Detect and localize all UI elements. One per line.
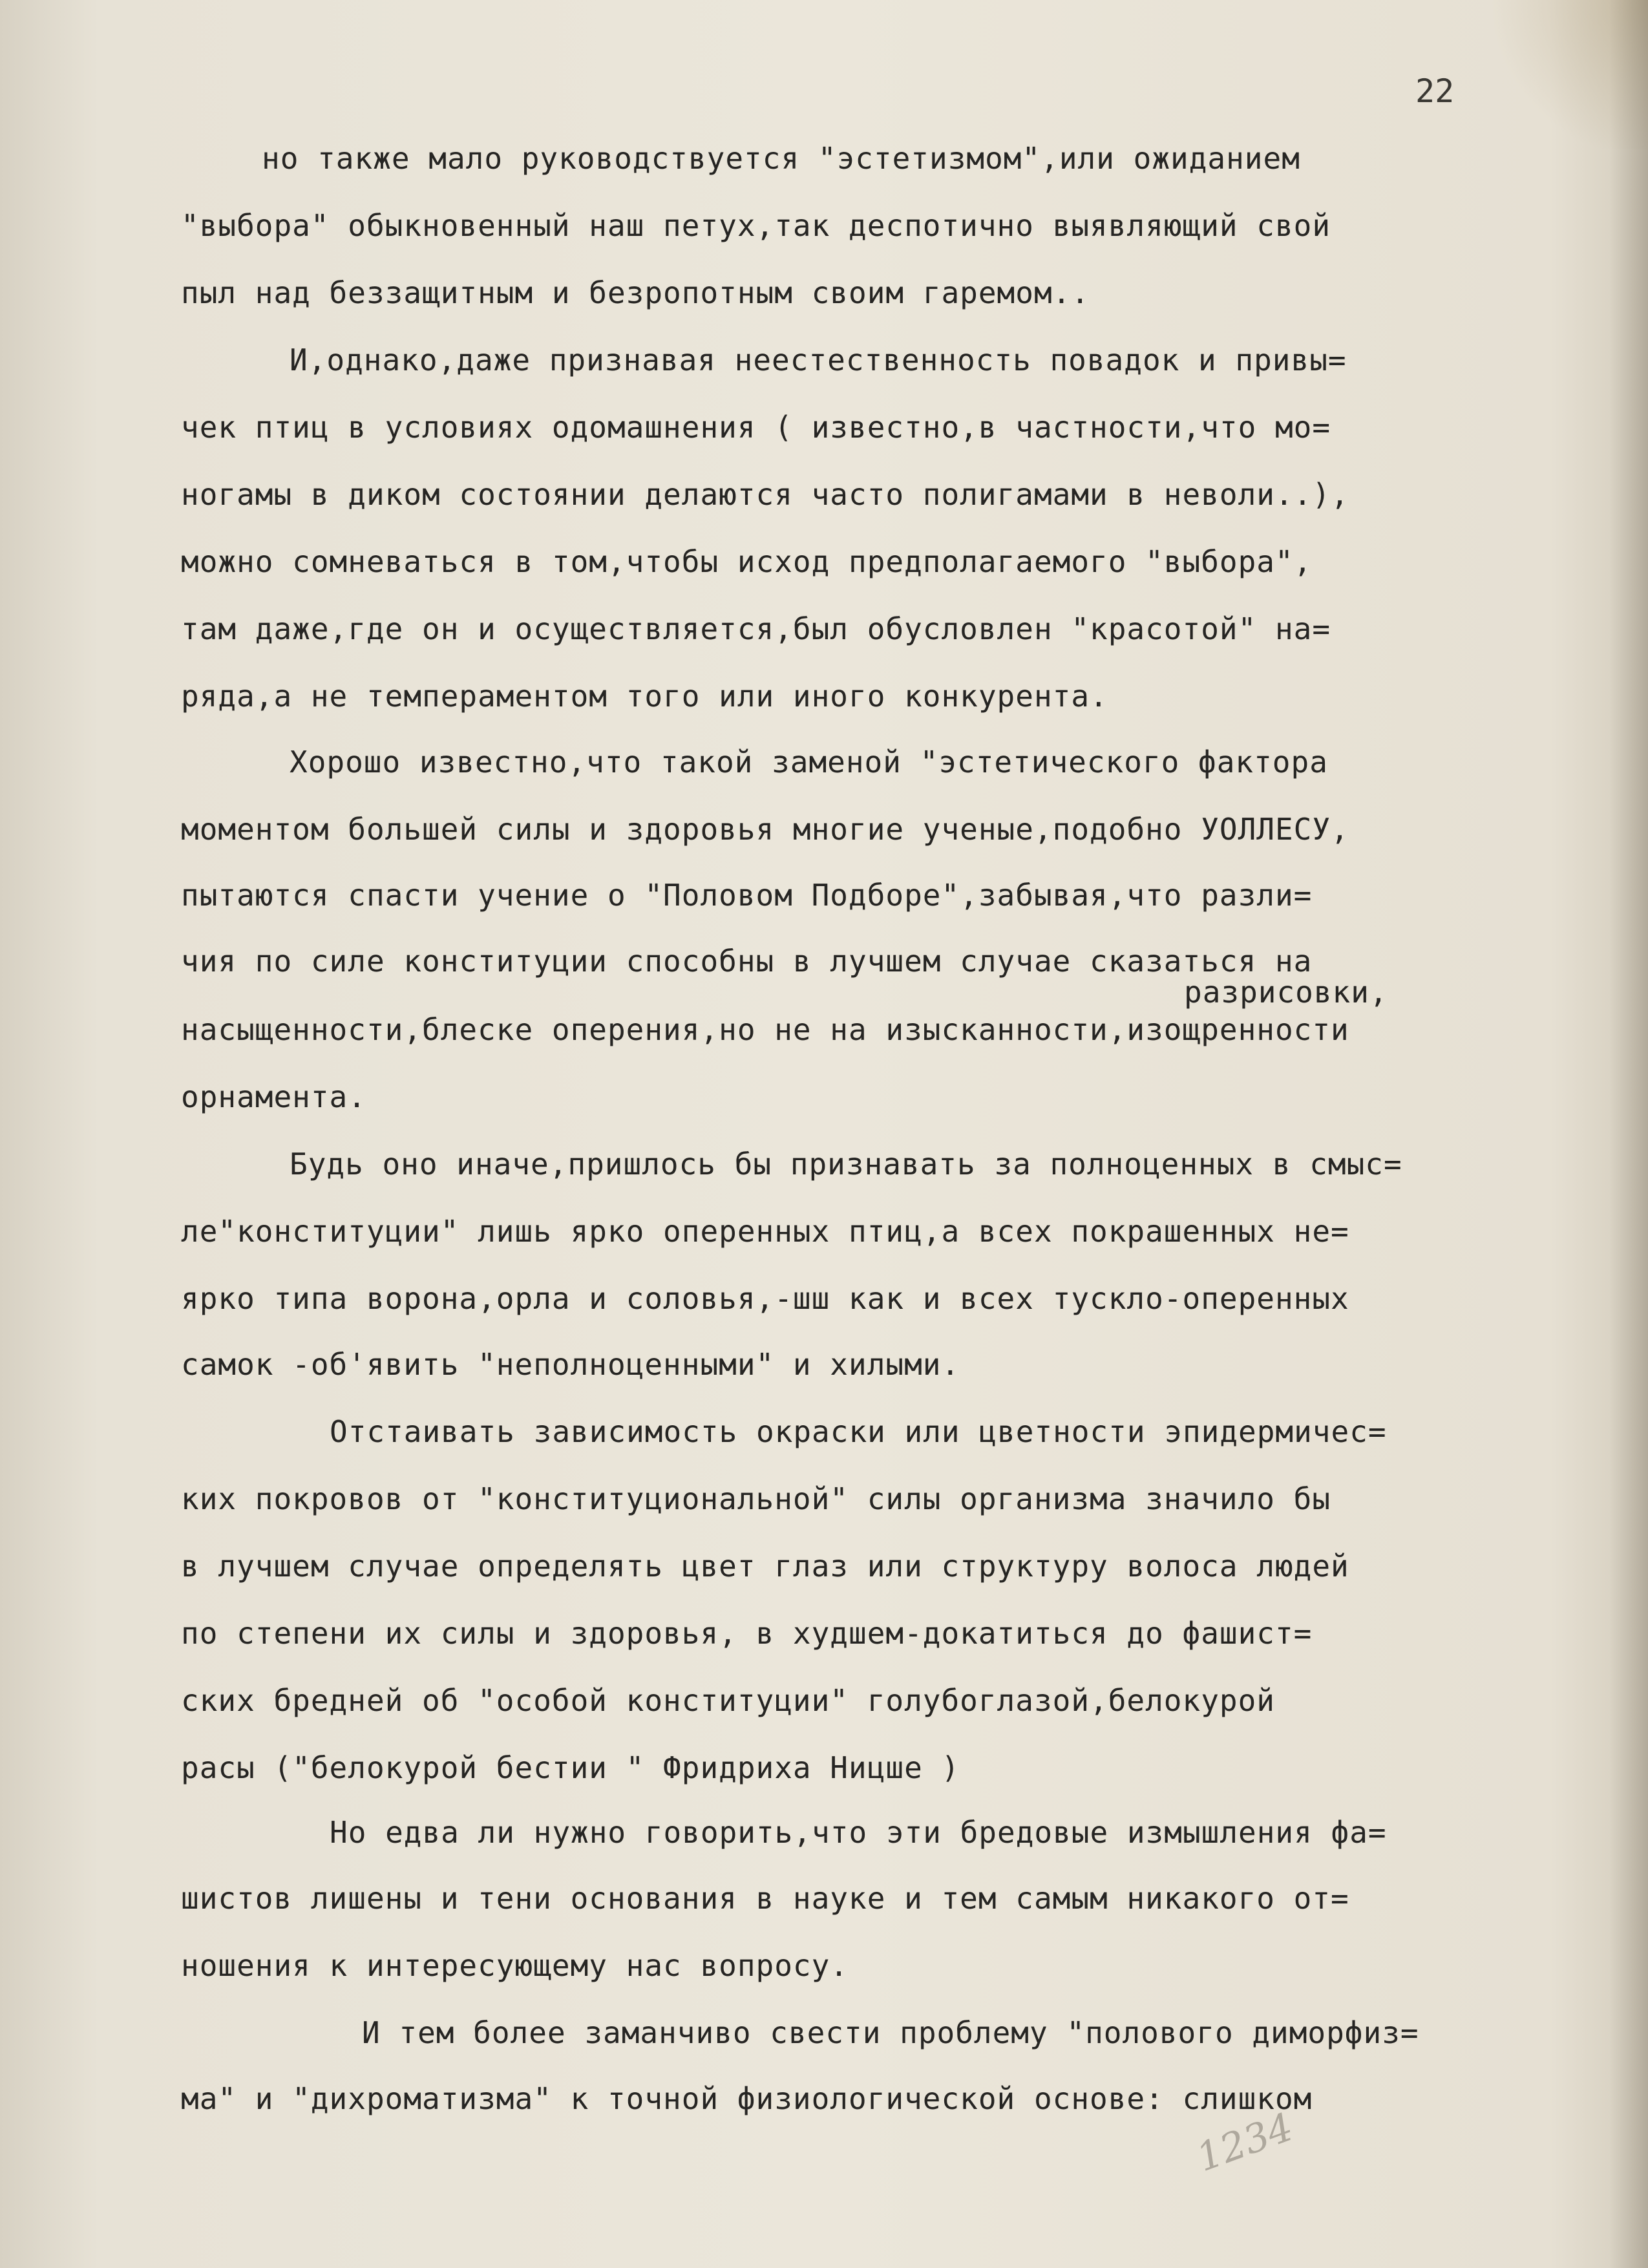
text-line: ногамы в диком состоянии делаются часто полигамами в неволи..),: [181, 477, 1349, 512]
text-line: орнамента.: [181, 1079, 366, 1114]
text-line: ярко типа ворона,орла и соловья,-шш как и всех тускло-оперенных: [181, 1281, 1349, 1316]
text-line: ких покровов от "конституциональной" силы организма значило бы: [181, 1481, 1331, 1516]
text-line: Хорошо известно,что такой заменой "эстетического фактора: [290, 745, 1328, 779]
text-line: "выбора" обыкновенный наш петух,так деспотично выявляющий свой: [181, 208, 1331, 243]
text-line: ма" и "дихроматизма" к точной физиологической основе: слишком: [181, 2081, 1313, 2116]
text-line: чия по силе конституции способны в лучшем случае сказаться на: [181, 944, 1313, 979]
text-line: моментом большей силы и здоровья многие ученые,подобно УОЛЛЕСУ,: [181, 812, 1349, 847]
text-line: насыщенности,блеске оперения,но не на изысканности,изощренности: [181, 1012, 1349, 1047]
text-line: по степени их силы и здоровья, в худшем-докатиться до фашист=: [181, 1616, 1313, 1651]
text-line: расы ("белокурой бестии " Фридриха Ницше ): [181, 1750, 960, 1785]
page-number: 22: [1415, 72, 1455, 110]
text-line: пытаются спасти учение о "Половом Подборе",забывая,что разли=: [181, 878, 1313, 913]
text-line: ле"конституции" лишь ярко оперенных птиц,а всех покрашенных не=: [181, 1214, 1349, 1249]
text-line: ских бредней об "особой конституции" голубоглазой,белокурой: [181, 1683, 1275, 1718]
text-line: но также мало руководствуется "эстетизмом",или ожиданием: [262, 141, 1300, 176]
text-line: чек птиц в условиях одомашнения ( известно,в частности,что мо=: [181, 410, 1331, 445]
text-line: можно сомневаться в том,чтобы исход предполагаемого "выбора",: [181, 544, 1313, 579]
pencil-archive-note: 1234: [1190, 2104, 1300, 2181]
text-line: ношения к интересующему нас вопросу.: [181, 1948, 849, 1983]
text-line: шистов лишены и тени основания в науке и тем самым никакого от=: [181, 1881, 1349, 1916]
text-line: Будь оно иначе,пришлось бы признавать за полноценных в смыс=: [290, 1147, 1402, 1182]
text-line: пыл над беззащитным и безропотным своим гаремом..: [181, 275, 1090, 310]
text-line: ряда,а не темпераментом того или иного конкурента.: [181, 679, 1108, 714]
text-line: в лучшем случае определять цвет глаз или структуру волоса людей: [181, 1549, 1349, 1584]
text-line: Отстаивать зависимость окраски или цветности эпидермичес=: [330, 1414, 1387, 1449]
text-line: самок -об'явить "неполноценными" и хилыми.: [181, 1347, 960, 1382]
text-line: Но едва ли нужно говорить,что эти бредовые измышления фа=: [330, 1815, 1387, 1850]
page-edge-shadow: [1609, 0, 1648, 2268]
text-line: И тем более заманчиво свести проблему "полового диморфиз=: [362, 2015, 1419, 2050]
interlinear-insertion: разрисовки,: [1184, 975, 1388, 1010]
text-line: И,однако,даже признавая неестественность повадок и привы=: [290, 343, 1347, 377]
text-line: там даже,где он и осуществляется,был обусловлен "красотой" на=: [181, 611, 1331, 646]
